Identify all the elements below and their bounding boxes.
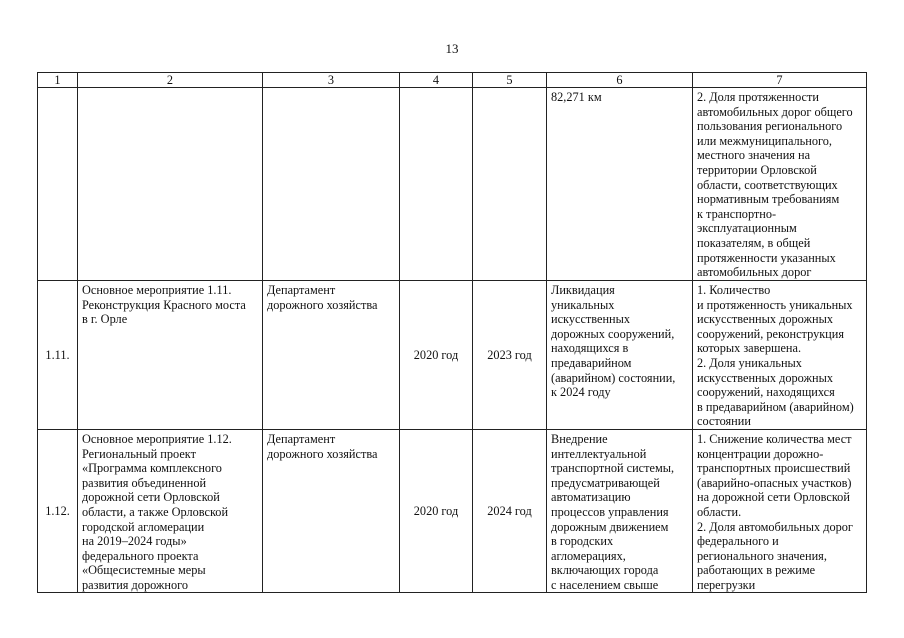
responsible-cell: Департамент дорожного хозяйства (263, 281, 400, 430)
page-number: 13 (445, 41, 459, 56)
start-year-cell (400, 88, 473, 281)
result-cell: Ликвидация уникальных искусственных дорожных сооружений, находящихся в предаварийном (аварийном) состоянии, к 2024 году (547, 281, 693, 430)
indicator-cell: 1. Количество и протяженность уникальных искусственных дорожных сооружений, реконструкция которых завершена. 2. Доля уникальных искусственных дорожных сооружений, находящихся в предаварийном (аварийном) состоянии (693, 281, 867, 430)
row-number-cell: 1.12. (38, 429, 78, 593)
table-row (38, 281, 867, 430)
start-year-cell: 2020 год (400, 281, 473, 430)
row-number-cell: 1.11. (38, 281, 78, 430)
header-cell-3: 3 (263, 73, 400, 88)
responsible-cell: Департамент дорожного хозяйства (263, 429, 400, 593)
header-row (38, 73, 867, 88)
indicator-cell: 2. Доля протяженности автомобильных дорог общего пользования регионального или межмуниципального, местного значения на территории Орловской области, соответствующих нормативным требованиям к транспортно- эксплуатационным показателям, в общей протяженности указанных автомобильных дорог (693, 88, 867, 281)
header-cell-6: 6 (547, 73, 693, 88)
row-number-cell (38, 88, 78, 281)
indicator-cell: 1. Снижение количества мест концентрации дорожно- транспортных происшествий (аварийно-опасных участков) на дорожной сети Орловской области. 2. Доля автомобильных дорог федерального и регионального значения, работающих в режиме перегрузки (693, 429, 867, 593)
end-year-cell: 2023 год (473, 281, 547, 430)
header-cell-5: 5 (473, 73, 547, 88)
end-year-cell: 2024 год (473, 429, 547, 593)
activity-cell (78, 88, 263, 281)
end-year-cell (473, 88, 547, 281)
header-cell-7: 7 (693, 73, 867, 88)
activity-cell: Основное мероприятие 1.11. Реконструкция Красного моста в г. Орле (78, 281, 263, 430)
responsible-cell (263, 88, 400, 281)
header-cell-2: 2 (78, 73, 263, 88)
table-row (38, 88, 867, 281)
header-cell-1: 1 (38, 73, 78, 88)
activity-cell: Основное мероприятие 1.12. Региональный проект «Программа комплексного развития объединенной дорожной сети Орловской области, а также Орловской городской агломерации на 2019–2024 годы» федерального проекта «Общесистемные меры развития дорожного (78, 429, 263, 593)
table-row (38, 429, 867, 593)
result-cell: 82,271 км (547, 88, 693, 281)
header-cell-4: 4 (400, 73, 473, 88)
start-year-cell: 2020 год (400, 429, 473, 593)
result-cell: Внедрение интеллектуальной транспортной системы, предусматривающей автоматизацию процессов управления дорожным движением в городских агломерациях, включающих города с населением свыше (547, 429, 693, 593)
measures-table (37, 72, 867, 593)
